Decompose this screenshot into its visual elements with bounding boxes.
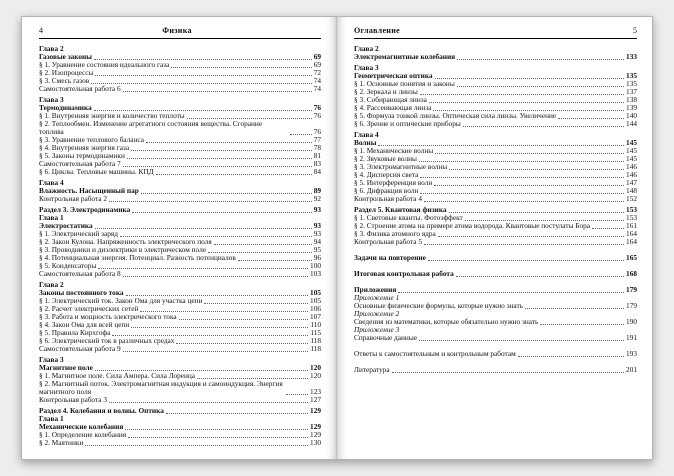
toc-entry-text: Термодинамика bbox=[39, 103, 92, 112]
toc-entry-text: Раздел 4. Колебания и волны. Оптика bbox=[39, 406, 164, 415]
toc-entry-page: 130 bbox=[310, 438, 321, 447]
toc-entry-text: § 3. Уравнение теплового баланса bbox=[39, 135, 144, 144]
toc-entry-text: Контрольная работа 2 bbox=[39, 194, 107, 203]
toc-entry-text: § 1. Электрический заряд bbox=[39, 229, 118, 238]
toc-entry-text: § 3. Собирающая линза bbox=[354, 95, 427, 104]
right-page bbox=[337, 17, 652, 459]
dot-leader bbox=[128, 437, 308, 438]
toc-entry-page: 120 bbox=[310, 363, 321, 372]
right-page-header bbox=[354, 26, 637, 39]
dot-leader bbox=[419, 161, 624, 162]
toc-entry-page: 179 bbox=[626, 301, 637, 310]
toc-entry-text: Электромагнитные колебания bbox=[354, 52, 456, 61]
toc-entry-text: § 2. Расчет электрических сетей bbox=[39, 304, 139, 313]
toc-entry bbox=[39, 120, 321, 136]
toc-entry-page: 153 bbox=[626, 213, 637, 222]
toc-entry-text: § 4. Внутренняя энергия газа bbox=[39, 143, 130, 152]
toc-entry-page: 103 bbox=[310, 269, 321, 278]
toc-entry-text: § 2. Изопроцессы bbox=[39, 68, 94, 77]
toc-entry-text: § 3. Работа и мощность электрического тока bbox=[39, 312, 177, 321]
toc-entry-page: 93 bbox=[313, 221, 321, 230]
toc-entry-page: 69 bbox=[313, 60, 321, 69]
left-page bbox=[22, 17, 337, 459]
running-title-section: Оглавление bbox=[354, 26, 400, 35]
toc-entry-text: Магнитное поле bbox=[39, 363, 93, 372]
toc-entry-page: 129 bbox=[310, 406, 321, 415]
toc-entry-text: § 5. Конденсаторы bbox=[39, 261, 97, 270]
dot-leader bbox=[424, 201, 624, 202]
dot-leader bbox=[457, 86, 624, 87]
toc-entry-text: Приложение 3 bbox=[354, 325, 400, 334]
toc-entry bbox=[39, 206, 321, 214]
toc-entry-text: § 1. Уравнение состояния идеального газа bbox=[39, 60, 170, 69]
toc-entry-text: § 2. Теплообмен. Изменение агрегатного состояния вещества. Сгорание топлива bbox=[39, 119, 263, 136]
toc-entry-page: 135 bbox=[626, 79, 637, 88]
toc-entry-text: § 1. Магнитное поле. Сила Ампера. Сила Лоренца bbox=[39, 371, 196, 380]
toc-entry-page: 74 bbox=[313, 76, 321, 85]
toc-entry-page: 147 bbox=[626, 178, 637, 187]
toc-entry-text: § 2. Звуковые волны bbox=[354, 154, 417, 163]
dot-leader bbox=[204, 303, 308, 304]
toc-entry-text: Справочные данные bbox=[354, 333, 417, 342]
toc-entry bbox=[39, 407, 321, 415]
dot-leader bbox=[214, 244, 312, 245]
toc-entry-page: 161 bbox=[626, 221, 637, 230]
dot-leader bbox=[420, 193, 624, 194]
toc-entry-page: 76 bbox=[313, 127, 321, 136]
toc-entry-text: § 4. Закон Ома для всей цепи bbox=[39, 320, 130, 329]
toc-entry-text: § 4. Рассеивающая линза bbox=[354, 103, 432, 112]
toc-entry-page: 84 bbox=[313, 167, 321, 176]
toc-entry-text: § 5. Интерференция волн bbox=[354, 178, 433, 187]
dot-leader bbox=[176, 343, 308, 344]
toc-entry-page: 146 bbox=[626, 170, 637, 179]
toc-entry bbox=[354, 334, 637, 342]
toc-entry-text: § 2. Магнитный поток. Электромагнитная индукция и самоиндукция. Энергия магнитного поля bbox=[39, 379, 283, 396]
toc-entry-page: 96 bbox=[313, 253, 321, 262]
toc-entry-text: Глава 4 bbox=[354, 130, 379, 139]
toc-entry-page: 164 bbox=[626, 229, 637, 238]
toc-entry-text: Задачи на повторение bbox=[354, 253, 426, 262]
dot-leader bbox=[456, 276, 624, 277]
toc-entry-text: Газовые законы bbox=[39, 52, 92, 61]
dot-leader bbox=[438, 236, 624, 237]
toc-entry bbox=[39, 195, 321, 203]
dot-leader bbox=[449, 212, 624, 213]
dot-leader bbox=[98, 268, 308, 269]
dot-leader bbox=[435, 153, 624, 154]
toc-entry bbox=[354, 131, 637, 139]
toc-entry-page: 152 bbox=[626, 194, 637, 203]
toc-entry-page: 76 bbox=[313, 111, 321, 120]
toc-entry-text: Контрольная работа 4 bbox=[354, 194, 422, 203]
toc-entry-text: Глава 1 bbox=[39, 213, 64, 222]
toc-entry-text: § 1. Механические волны bbox=[354, 146, 434, 155]
toc-entry-page: 120 bbox=[310, 371, 321, 380]
running-title-book: Физика bbox=[162, 26, 192, 35]
toc-entry bbox=[39, 270, 321, 278]
toc-entry-page: 127 bbox=[310, 395, 321, 404]
toc-entry-text: Основные физические формулы, которые нужно знать bbox=[354, 301, 524, 310]
dot-leader bbox=[91, 83, 311, 84]
toc-entry-text: § 5. Законы термодинамики bbox=[39, 151, 125, 160]
toc-entry-text: Самостоятельная работа 9 bbox=[39, 344, 121, 353]
toc-entry bbox=[354, 254, 637, 262]
dot-leader bbox=[525, 308, 624, 309]
toc-entry-page: 118 bbox=[310, 336, 321, 345]
toc-entry-text: Глава 3 bbox=[39, 95, 64, 104]
toc-entry-text: Контрольная работа 3 bbox=[39, 395, 107, 404]
dot-leader bbox=[146, 142, 312, 143]
dot-leader bbox=[540, 324, 624, 325]
dot-leader bbox=[238, 260, 312, 261]
toc-entry-text: Геометрическая оптика bbox=[354, 71, 433, 80]
dot-leader bbox=[85, 445, 308, 446]
dot-leader bbox=[286, 394, 308, 395]
toc-entry-text: Законы постоянного тока bbox=[39, 288, 124, 297]
toc-entry-page: 135 bbox=[626, 71, 637, 80]
toc-entry-text: Раздел 3. Электродинамика bbox=[39, 205, 131, 214]
toc-entry bbox=[39, 168, 321, 176]
toc-entry-page: 139 bbox=[626, 103, 637, 112]
dot-leader bbox=[95, 228, 312, 229]
toc-entry-text: Волны bbox=[354, 138, 377, 147]
dot-leader bbox=[109, 402, 308, 403]
toc-entry-page: 191 bbox=[626, 333, 637, 342]
toc-entry-text: Приложение 2 bbox=[354, 309, 400, 318]
toc-entry-text: § 1. Световые кванты. Фотоэффект bbox=[354, 213, 463, 222]
toc-entry-page: 144 bbox=[626, 119, 637, 128]
dot-leader bbox=[558, 118, 624, 119]
dot-leader bbox=[131, 327, 308, 328]
toc-entry-text: Литература bbox=[354, 365, 390, 374]
toc-entry-text: § 3. Физика атомного ядра bbox=[354, 229, 436, 238]
toc-entry-page: 146 bbox=[626, 162, 637, 171]
dot-leader bbox=[109, 201, 312, 202]
toc-entry-page: 110 bbox=[310, 320, 321, 329]
toc-entry-page: 201 bbox=[626, 365, 637, 374]
toc-entry-text: Самостоятельная работа 6 bbox=[39, 84, 121, 93]
toc-entry-page: 78 bbox=[313, 143, 321, 152]
toc-entry-text: Глава 1 bbox=[39, 414, 64, 423]
toc-entry-text: Самостоятельная работа 8 bbox=[39, 269, 121, 278]
toc-entry-text: § 1. Основные понятия и законы bbox=[354, 79, 455, 88]
toc-entry-page: 69 bbox=[313, 52, 321, 61]
toc-entry-page: 145 bbox=[626, 154, 637, 163]
toc-entry bbox=[354, 350, 637, 358]
toc-entry-text: § 2. Маятники bbox=[39, 438, 84, 447]
toc-entry-text: Глава 2 bbox=[354, 44, 379, 53]
toc-entry-page: 140 bbox=[626, 111, 637, 120]
left-page-header bbox=[39, 26, 321, 39]
toc-entry-text: Сведения из математики, которые обязательно нужно знать bbox=[354, 317, 539, 326]
toc-entry-page: 72 bbox=[313, 68, 321, 77]
dot-leader bbox=[435, 78, 624, 79]
toc-entry-page: 129 bbox=[310, 430, 321, 439]
toc-entry-text: § 2. Строение атома на примере атома водорода. Квантовые постулаты Бора bbox=[354, 221, 590, 230]
toc-entry-text: § 3. Смесь газов bbox=[39, 76, 90, 85]
toc-entry-text: § 1. Определение колебания bbox=[39, 430, 127, 439]
dot-leader bbox=[123, 276, 308, 277]
toc-entry bbox=[39, 345, 321, 353]
toc-entry-text: § 6. Зрение и оптические приборы bbox=[354, 119, 461, 128]
toc-entry-text: Приложение 1 bbox=[354, 293, 400, 302]
toc-entry-page: 145 bbox=[626, 146, 637, 155]
toc-entry-page: 115 bbox=[310, 328, 321, 337]
toc-entry-page: 94 bbox=[313, 237, 321, 246]
toc-entry-text: Раздел 5. Квантовая физика bbox=[354, 205, 447, 214]
toc-entry bbox=[354, 120, 637, 128]
toc-entry bbox=[39, 396, 321, 404]
toc-entry-page: 81 bbox=[313, 151, 321, 160]
dot-leader bbox=[398, 292, 624, 293]
dot-leader bbox=[457, 59, 624, 60]
dot-leader bbox=[125, 429, 308, 430]
toc-entry-page: 145 bbox=[626, 138, 637, 147]
dot-leader bbox=[429, 102, 624, 103]
dot-leader bbox=[518, 356, 624, 357]
toc-entry-text: § 6. Дифракция волн bbox=[354, 186, 419, 195]
toc-entry-page: 106 bbox=[310, 304, 321, 313]
toc-entry-page: 92 bbox=[313, 194, 321, 203]
dot-leader bbox=[420, 177, 624, 178]
toc-entry-text: Глава 3 bbox=[354, 63, 379, 72]
dot-leader bbox=[141, 193, 312, 194]
toc-entry-text: § 3. Электромагнитные волны bbox=[354, 162, 448, 171]
toc-right-column bbox=[354, 45, 637, 374]
toc-entry-text: § 5. Правила Кирхгофа bbox=[39, 328, 111, 337]
toc-entry-page: 77 bbox=[313, 135, 321, 144]
toc-entry-text: Электростатика bbox=[39, 221, 93, 230]
toc-entry-text: § 6. Циклы. Тепловые машины. КПД bbox=[39, 167, 154, 176]
dot-leader bbox=[449, 169, 624, 170]
toc-entry bbox=[39, 85, 321, 93]
toc-entry-page: 129 bbox=[310, 422, 321, 431]
dot-leader bbox=[127, 158, 312, 159]
toc-entry-page: 193 bbox=[626, 349, 637, 358]
dot-leader bbox=[392, 372, 624, 373]
toc-entry-page: 118 bbox=[310, 344, 321, 353]
toc-entry-text: Приложения bbox=[354, 285, 397, 294]
dot-leader bbox=[123, 351, 309, 352]
dot-leader bbox=[424, 244, 624, 245]
dot-leader bbox=[166, 413, 308, 414]
toc-entry-page: 165 bbox=[626, 253, 637, 262]
toc-entry-text: Глава 4 bbox=[39, 178, 64, 187]
toc-entry-text: § 2. Закон Кулона. Напряженность электрического поля bbox=[39, 237, 212, 246]
toc-entry-text: Самостоятельная работа 7 bbox=[39, 159, 121, 168]
toc-entry-page: 105 bbox=[310, 296, 321, 305]
toc-entry-text: Влажность. Насыщенный пар bbox=[39, 186, 139, 195]
toc-entry-page: 133 bbox=[626, 52, 637, 61]
dot-leader bbox=[131, 150, 312, 151]
toc-entry-page: 93 bbox=[313, 229, 321, 238]
toc-entry bbox=[39, 380, 321, 396]
toc-entry-page: 76 bbox=[313, 103, 321, 112]
toc-entry-page: 168 bbox=[626, 269, 637, 278]
toc-entry-page: 105 bbox=[310, 288, 321, 297]
dot-leader bbox=[290, 134, 312, 135]
dot-leader bbox=[419, 340, 624, 341]
left-page-number: 4 bbox=[39, 26, 43, 35]
toc-entry-text: Глава 2 bbox=[39, 44, 64, 53]
toc-entry-text: § 1. Внутренняя энергия и количество теплоты bbox=[39, 111, 185, 120]
toc-entry-text: Ответы к самостоятельным и контрольным работам bbox=[354, 349, 516, 358]
toc-entry bbox=[39, 439, 321, 447]
dot-leader bbox=[434, 185, 624, 186]
dot-leader bbox=[95, 75, 311, 76]
toc-entry-page: 83 bbox=[313, 159, 321, 168]
toc-entry bbox=[354, 366, 637, 374]
dot-leader bbox=[420, 94, 624, 95]
toc-entry-page: 179 bbox=[626, 285, 637, 294]
toc-entry bbox=[354, 270, 637, 278]
toc-entry-page: 153 bbox=[626, 205, 637, 214]
toc-entry-page: 123 bbox=[310, 387, 321, 396]
toc-entry-page: 93 bbox=[313, 205, 321, 214]
toc-entry-page: 107 bbox=[310, 312, 321, 321]
book-spread bbox=[21, 16, 653, 460]
toc-entry-page: 190 bbox=[626, 317, 637, 326]
dot-leader bbox=[132, 212, 311, 213]
toc-entry-page: 95 bbox=[313, 245, 321, 254]
toc-entry bbox=[354, 53, 637, 61]
toc-entry-page: 137 bbox=[626, 87, 637, 96]
toc-entry-text: § 5. Формула тонкой линзы. Оптическая сила линзы. Увеличение bbox=[354, 111, 557, 120]
toc-entry-text: § 4. Дисперсия света bbox=[354, 170, 419, 179]
toc-entry-text: Контрольная работа 5 bbox=[354, 237, 422, 246]
dot-leader bbox=[156, 174, 312, 175]
right-page-number: 5 bbox=[633, 26, 637, 35]
toc-entry-page: 164 bbox=[626, 237, 637, 246]
toc-entry-page: 148 bbox=[626, 186, 637, 195]
toc-entry-text: § 4. Потенциальная энергия. Потенциал. Разность потенциалов bbox=[39, 253, 236, 262]
toc-entry-page: 100 bbox=[310, 261, 321, 270]
toc-entry bbox=[354, 195, 637, 203]
toc-entry-text: Глава 2 bbox=[39, 280, 64, 289]
dot-leader bbox=[428, 260, 624, 261]
dot-leader bbox=[463, 126, 624, 127]
toc-entry-text: § 3. Проводники и диэлектрики в электрическом поле bbox=[39, 245, 206, 254]
toc-entry bbox=[354, 238, 637, 246]
toc-left-column bbox=[39, 45, 321, 447]
toc-entry-text: Итоговая контрольная работа bbox=[354, 269, 454, 278]
dot-leader bbox=[179, 319, 308, 320]
dot-leader bbox=[171, 67, 311, 68]
dot-leader bbox=[123, 91, 312, 92]
toc-entry-text: § 1. Электрический ток. Закон Ома для участка цепи bbox=[39, 296, 203, 305]
toc-entry-text: § 6. Электрический ток в различных средах bbox=[39, 336, 175, 345]
toc-entry-page: 138 bbox=[626, 95, 637, 104]
toc-entry-text: Механические колебания bbox=[39, 422, 124, 431]
toc-entry-page: 74 bbox=[313, 84, 321, 93]
toc-entry-page: 89 bbox=[313, 186, 321, 195]
toc-entry-text: § 2. Зеркала и линзы bbox=[354, 87, 418, 96]
dot-leader bbox=[592, 228, 624, 229]
toc-entry-text: Глава 3 bbox=[39, 355, 64, 364]
